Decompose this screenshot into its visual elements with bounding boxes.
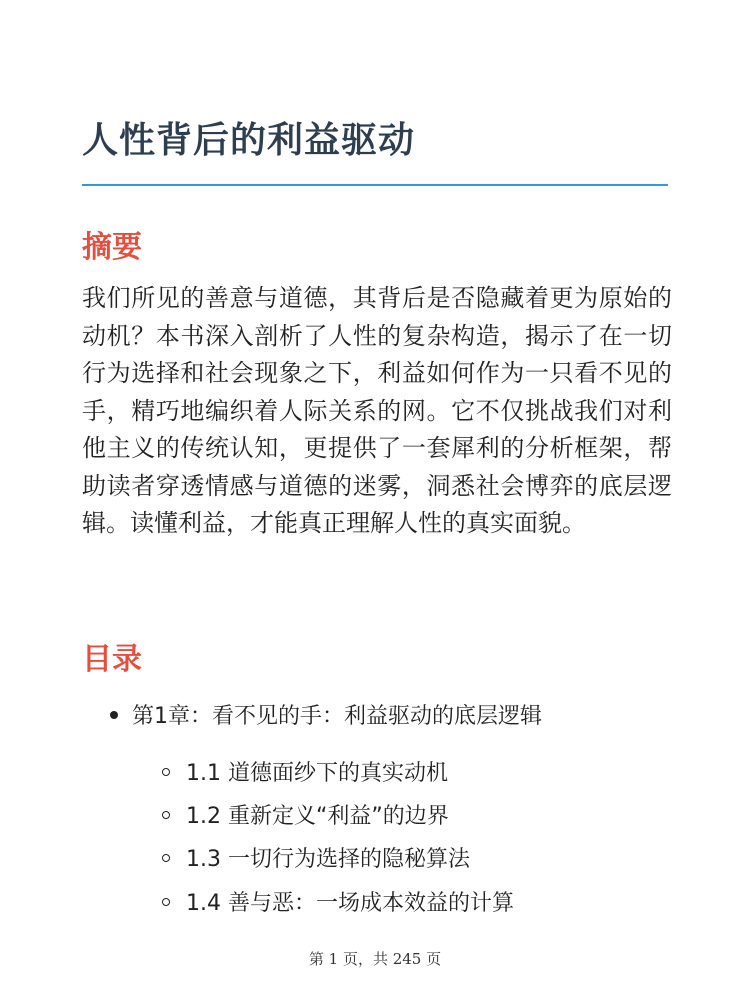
title-divider [82, 184, 668, 186]
toc-section-item [162, 797, 449, 837]
abstract-heading: 摘要 [82, 230, 142, 265]
bullet-circle-icon [162, 768, 170, 776]
toc-section-label: 1.4 善与恶：一场成本效益的计算 [186, 891, 514, 916]
toc-section-item [162, 840, 470, 880]
bullet-circle-icon [162, 898, 170, 906]
page-footer: 第 1 页，共 245 页 [308, 950, 442, 968]
toc-chapter-label: 第1章：看不见的手：利益驱动的底层逻辑 [132, 704, 542, 729]
toc-chapter-item [110, 697, 542, 737]
bullet-circle-icon [162, 811, 170, 819]
bullet-circle-icon [162, 854, 170, 862]
abstract-paragraph: 我们所见的善意与道德，其背后是否隐藏着更为原始的动机？本书深入剖析了人性的复杂构造，揭示了在一切行为选择和社会现象之下，利益如何作为一只看不见的手，精巧地编织着人际关系的网。它不仅挑战我们对利他主义的传统认知，更提供了一套犀利的分析框架，帮助读者穿透情感与道德的迷雾，洞悉社会博弈的底层逻辑。读懂利益，才能真正理解人性的真实面貌。 [82, 284, 672, 537]
bullet-disc-icon [110, 711, 118, 719]
document-title: 人性背后的利益驱动 [82, 120, 416, 161]
toc-section-label: 1.3 一切行为选择的隐秘算法 [186, 847, 470, 872]
toc-section-item [162, 754, 448, 794]
toc-section-item [162, 884, 514, 924]
toc-section-label: 1.1 道德面纱下的真实动机 [186, 761, 448, 786]
toc-section-label: 1.2 重新定义“利益”的边界 [186, 804, 449, 829]
toc-heading: 目录 [82, 642, 142, 677]
